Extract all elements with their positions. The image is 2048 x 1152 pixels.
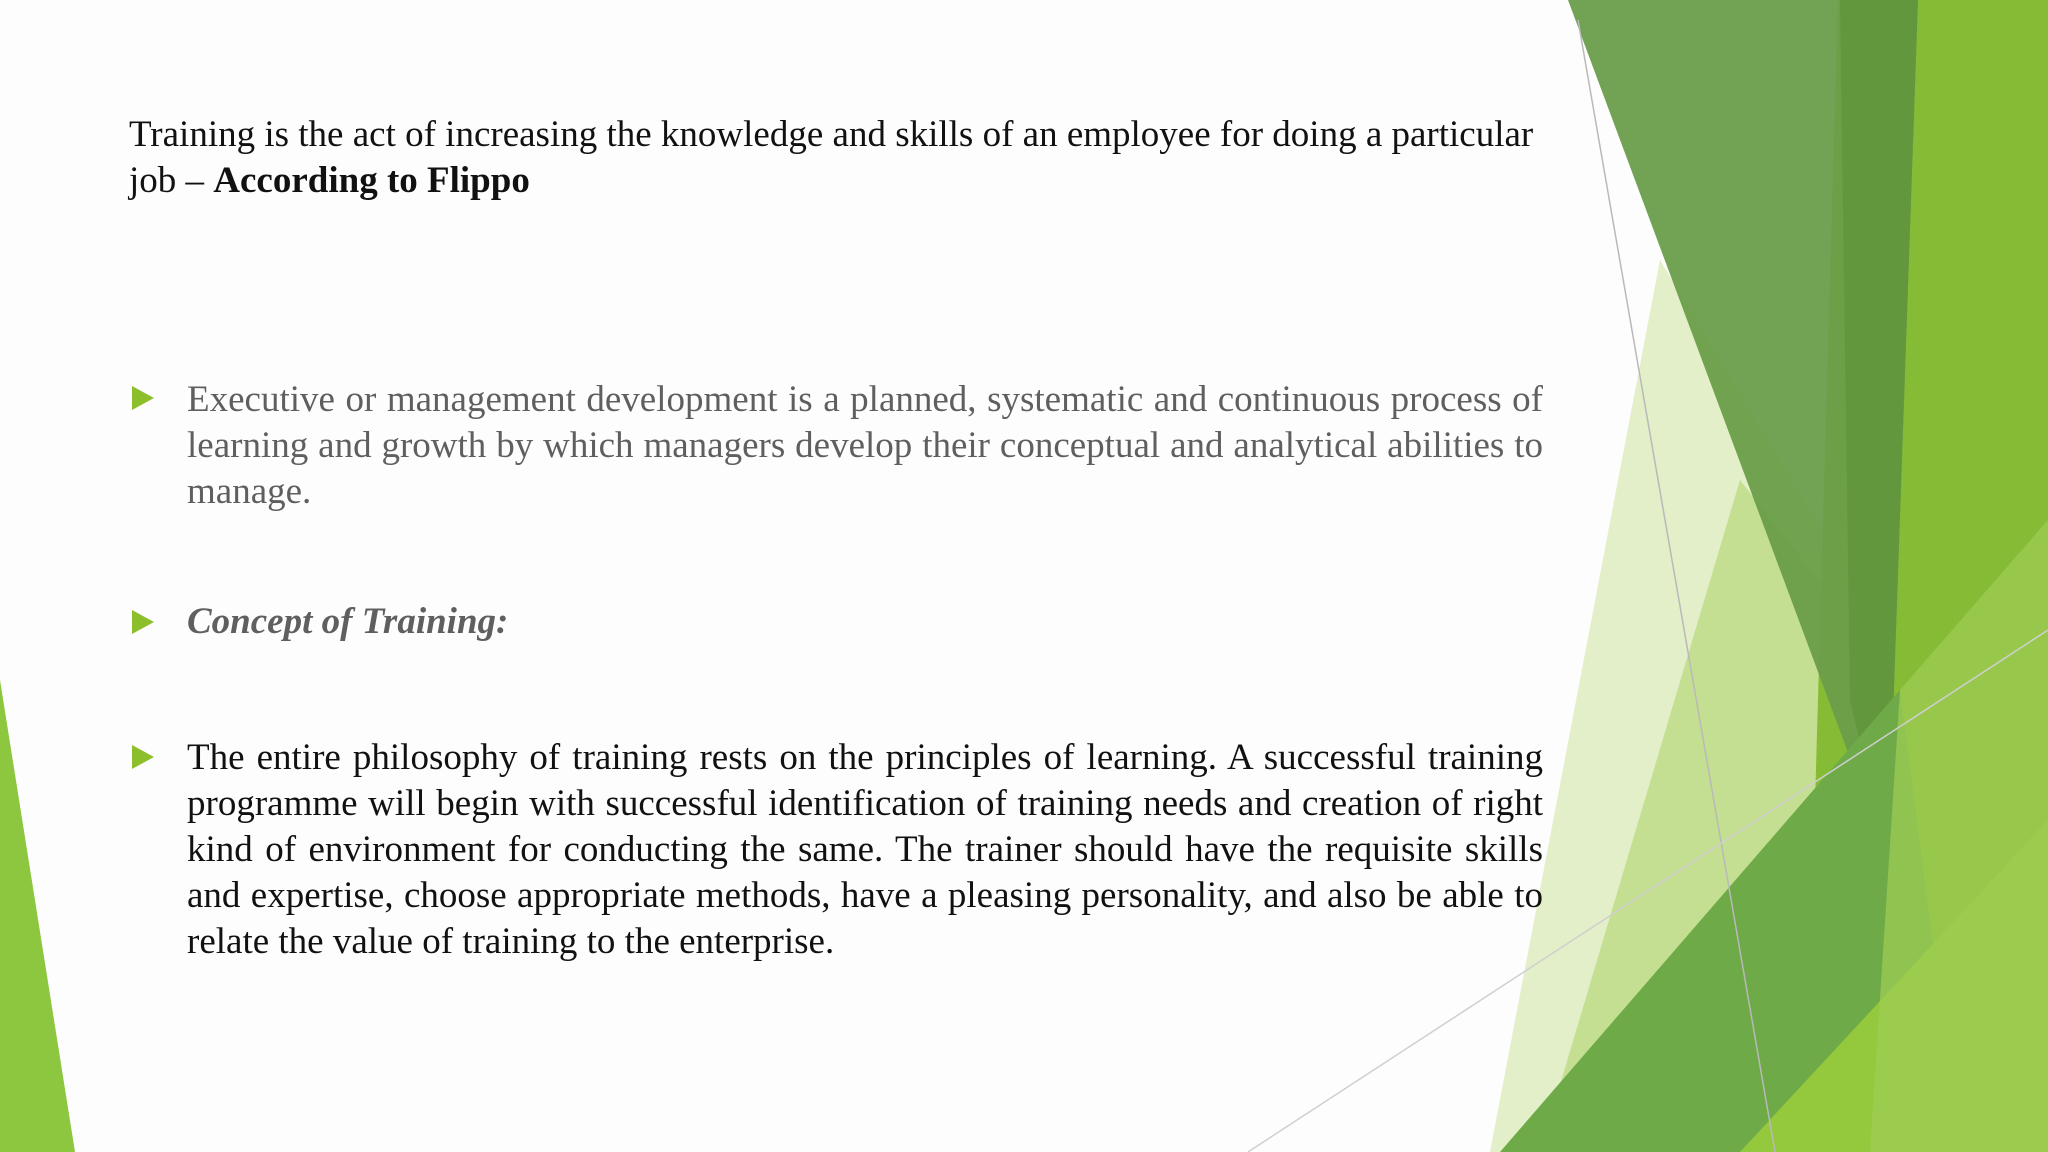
- intro-text: Training is the act of increasing the knowledge and skills of an employee for doing a particular job –: [129, 114, 1534, 201]
- bullet-arrow-icon: [132, 386, 154, 410]
- intro-attribution: According to Flippo: [213, 160, 530, 201]
- bullet-arrow-icon: [132, 610, 154, 634]
- intro-paragraph: [129, 112, 1569, 204]
- left-green-sliver: [0, 680, 75, 1152]
- bullet-text: The entire philosophy of training rests on the principles of learning. A successful training programme will begin with successful identification of training needs and creation of right kind of environment for conducting the same. The trainer should have the requisite skills and expertise, choose appropriate methods, have a pleasing personality, and also be able to relate the value of training to the enterprise.: [187, 737, 1543, 962]
- bullet-arrow-icon: [132, 745, 154, 769]
- concept-heading: Concept of Training:: [187, 601, 509, 642]
- bullet-text: Executive or management development is a planned, systematic and continuous process of learning and growth by which managers develop their conceptual and analytical abilities to manage.: [187, 379, 1543, 512]
